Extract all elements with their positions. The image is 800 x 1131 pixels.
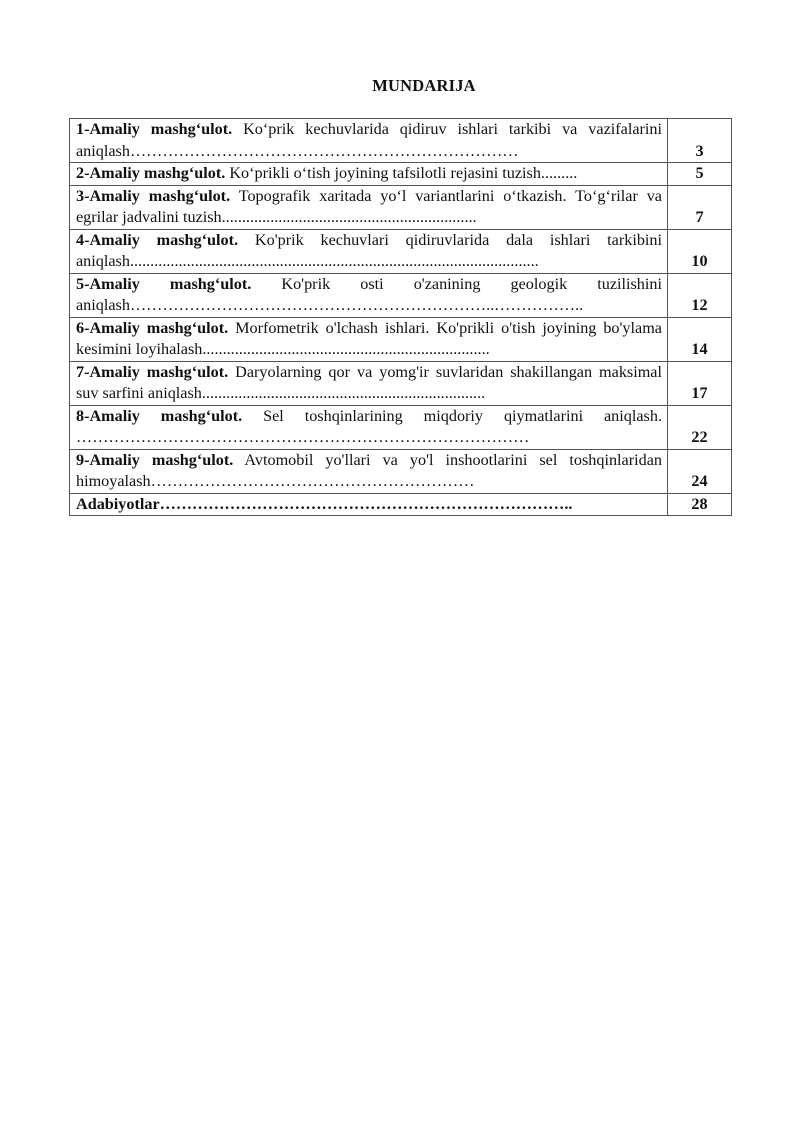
entry-text: Sel toshqinlarining miqdoriy qiymatlarini aniqlash. ………………………………………………………………………… — [76, 406, 662, 446]
page-number: 10 — [668, 229, 732, 273]
toc-entry — [70, 229, 668, 273]
entry-label: 8-Amaliy mashg‘ulot. — [76, 406, 243, 425]
literature-label: Adabiyotlar………………………………………………………………….. — [76, 494, 573, 513]
entry-label: 5-Amaliy mashg‘ulot. — [76, 274, 252, 293]
page-number: 5 — [668, 163, 732, 186]
toc-entry — [70, 119, 668, 163]
toc-row — [70, 273, 732, 317]
toc-row — [70, 361, 732, 405]
page-number: 7 — [668, 185, 732, 229]
page-number: 17 — [668, 361, 732, 405]
table-of-contents — [69, 118, 732, 516]
entry-text: Topografik xaritada yo‘l variantlarini o‘tkazish. To‘g‘rilar va egrilar jadvalini tuzish............................................................... — [76, 186, 662, 226]
entry-label: 1-Amaliy mashg‘ulot. — [76, 120, 233, 138]
toc-row-literature — [70, 493, 732, 516]
entry-text: Daryolarning qor va yomg'ir suvlaridan shakillangan maksimal suv sarfini aniqlash...................................................................... — [76, 362, 662, 402]
entry-text: Ko'prik kechuvlari qidiruvlarida dala ishlari tarkibini aniqlash..................................................................................................... — [76, 230, 663, 270]
entry-label: 6-Amaliy mashg‘ulot. — [76, 318, 229, 337]
page-number: 3 — [668, 119, 732, 163]
toc-row — [70, 185, 732, 229]
entry-label: 7-Amaliy mashg‘ulot. — [76, 362, 229, 381]
toc-entry — [70, 163, 668, 186]
entry-label: 2-Amaliy mashg‘ulot. — [76, 164, 226, 182]
entry-label: 9-Amaliy mashg‘ulot. — [76, 450, 234, 469]
entry-text: Ko'prik osti o'zanining geologik tuzilishini aniqlash…………………………………………………………..…………….. — [76, 274, 662, 314]
toc-entry — [70, 405, 668, 449]
entry-label: 3-Amaliy mashg‘ulot. — [76, 186, 231, 205]
page-number: 12 — [668, 273, 732, 317]
toc-row — [70, 405, 732, 449]
toc-row — [70, 163, 732, 186]
toc-entry — [70, 317, 668, 361]
toc-entry — [70, 449, 668, 493]
toc-row — [70, 317, 732, 361]
entry-label: 4-Amaliy mashg‘ulot. — [76, 230, 239, 249]
page-number: 22 — [668, 405, 732, 449]
toc-entry-literature — [70, 493, 668, 516]
entry-text: Avtomobil yo'llari va yo'l inshootlarini sel toshqinlaridan himoyalash…………………………………………………… — [76, 450, 662, 490]
toc-entry — [70, 185, 668, 229]
toc-entry — [70, 273, 668, 317]
toc-row — [70, 229, 732, 273]
entry-text: Ko‘prik kechuvlarida qidiruv ishlari tarkibi va vazifalarini aniqlash……………………………………………………………… — [76, 120, 662, 160]
page-number: 28 — [668, 493, 732, 516]
page-number: 24 — [668, 449, 732, 493]
entry-text: Morfometrik o'lchash ishlari. Ko'prikli o'tish joyining bo'ylama kesimini loyihalash....................................................................... — [76, 318, 662, 358]
toc-entry — [70, 361, 668, 405]
page-title: MUNDARIJA — [372, 76, 476, 95]
toc-row — [70, 119, 732, 163]
page-number: 14 — [668, 317, 732, 361]
toc-row — [70, 449, 732, 493]
entry-text: Ko‘prikli o‘tish joyining tafsilotli rejasini tuzish......... — [225, 164, 578, 182]
